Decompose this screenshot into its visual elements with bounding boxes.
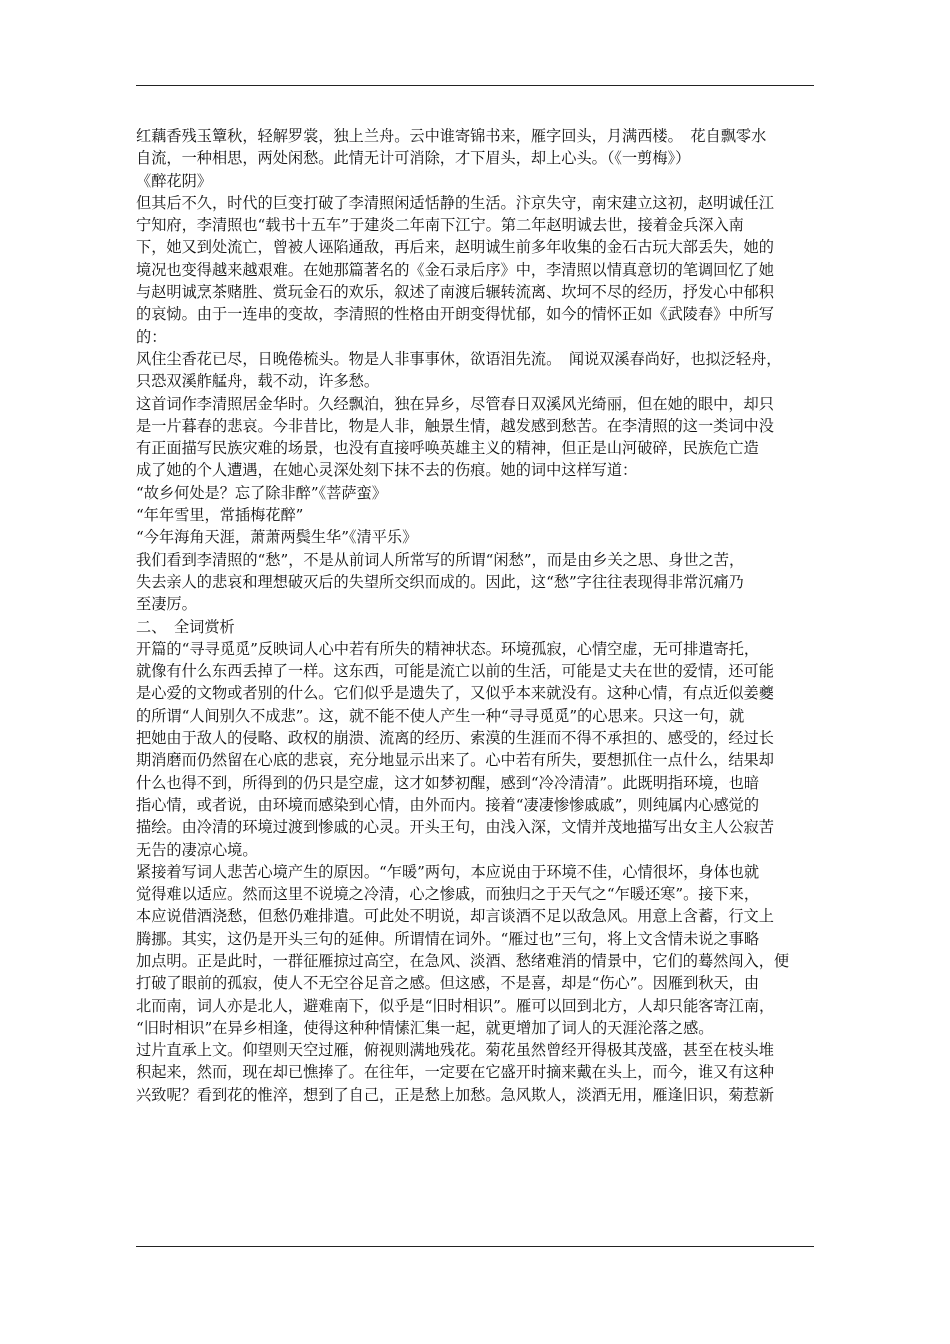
text-line: 红藕香残玉簟秋，轻解罗裳，独上兰舟。云中谁寄锦书来，雁字回头，月满西楼。 花自飘零水 [136,127,767,145]
text-line: 风住尘香花已尽，日晚倦梳头。物是人非事事休，欲语泪先流。 闻说双溪春尚好，也拟泛轻舟， [136,349,782,368]
text-line: 描绘。由冷清的环境过渡到惨戚的心灵。开头王句，由浅入深，文情并茂地描写出女主人公寂苦 [136,818,774,837]
text-line: 把她由于敌人的侵略、政权的崩溃、流离的经历、索漠的生涯而不得不承担的、感受的，经过长 [136,729,774,748]
text-line: 这首词作李清照居金华时。久经飘泊，独在异乡，尽管春日双溪风光绮丽，但在她的眼中，却只 [136,394,774,413]
text-line [136,1106,826,1128]
text-line: 境况也变得越来越艰难。在她那篇著名的《金石录后序》中，李清照以情真意切的笔调回忆了她 [136,260,774,279]
document-body [136,125,826,1128]
text-line: 的所谓“人间别久不成悲”。这，就不能不使人产生一种“寻寻觅觅”的心思来。只这一句，就 [136,706,745,725]
text-line: 打破了眼前的孤寂，使人不无空谷足音之感。但这感，不是喜，却是“伤心”。因雁到秋天，由 [136,974,760,993]
text-line: 的哀恸。由于一连串的变故，李清照的性格由开朗变得忧郁，如今的情怀正如《武陵春》中所写 [136,305,774,324]
text-line: 开篇的“寻寻觅觅”反映词人心中若有所失的精神状态。环境孤寂，心情空虚，无可排遣寄托， [136,639,760,658]
text-line: 有正面描写民族灾难的场景，也没有直接呼唤英雄主义的精神，但正是山河破碎，民族危亡造 [136,439,759,458]
text-line: 腾挪。其实，这仍是开头三句的延伸。所谓情在词外。“雁过也”三句，将上文含情未说之事略 [136,929,760,948]
text-line: “旧时相识”在异乡相逢，使得这种种情愫汇集一起，就更增加了词人的天涯沦落之感。 [136,1018,714,1037]
text-line: 加点明。正是此时，一群征雁掠过高空，在急风、淡酒、愁绪难消的情景中，它们的蓦然闯入，便 [136,951,790,970]
text-line: 觉得难以适应。然而这里不说境之冷清，心之惨戚，而独归之于天气之“乍暖还寒”。接下来， [136,885,760,904]
section-heading: 二、 全词赏析 [136,617,235,636]
text-line: 是一片暮春的悲哀。今非昔比，物是人非，触景生情，越发感到愁苦。在李清照的这一类词中没 [136,416,774,435]
text-line: 指心情，或者说，由环境而感染到心情，由外而内。接着“凄凄惨惨戚戚”，则纯属内心感觉的 [136,795,760,814]
text-line: 过片直承上文。仰望则天空过雁，俯视则满地残花。菊花虽然曾经开得极其茂盛，甚至在枝头堆 [136,1041,774,1060]
text-line: 下，她又到处流亡，曾被人诬陷通敌，再后来，赵明诚生前多年收集的金石古玩大部丢失，她的 [136,238,774,257]
text-line: 积起来，然而，现在却已憔捧了。在往年，一定要在它盛开时摘来戴在头上，而今，谁又有这种 [136,1063,774,1082]
text-line: “今年海角天涯，萧萧两鬓生华”《清平乐》 [136,528,418,547]
header-rule [136,85,814,86]
footer-rule [136,1246,814,1247]
text-line: “年年雪里，常插梅花醉” [136,506,304,525]
text-line: 北而南，词人亦是北人，避难南下，似乎是“旧时相识”。雁可以回到北方，人却只能客寄江南， [136,996,775,1015]
text-line: 与赵明诚烹茶赌胜、赏玩金石的欢乐，叙述了南渡后辗转流离、坎坷不尽的经历，抒发心中郁积 [136,283,774,302]
text-line: 宁知府，李清照也“载书十五车”于建炎二年南下江宁。第二年赵明诚去世，接着金兵深入南 [136,216,744,235]
text-line: 兴致呢？看到花的惟淬，想到了自己，正是愁上加愁。急风欺人，淡酒无用，雁逢旧识，菊惹新 [136,1085,774,1104]
text-line: 失去亲人的悲哀和理想破灭后的失望所交织而成的。因此，这“愁”字往往表现得非常沉痛乃 [136,572,744,591]
text-line: 《醉花阴》 [136,171,212,190]
text-line: 期消磨而仍然留在心底的悲哀，充分地显示出来了。心中若有所失，要想抓住一点什么，结果却 [136,751,774,770]
text-line: 紧接着写词人悲苦心境产生的原因。“乍暖”两句，本应说由于环境不佳，心情很坏，身体也就 [136,862,760,881]
text-line: 成了她的个人遭遇，在她心灵深处刻下抹不去的伤痕。她的词中这样写道： [136,461,638,480]
text-line: 但其后不久，时代的巨变打破了李清照闲适恬静的生活。汴京失守，南宋建立这初，赵明诚任江 [136,193,774,212]
text-line: 是心爱的文物或者别的什么。它们似乎是遗失了，又似乎本来就没有。这种心情，有点近似姜夔 [136,684,774,703]
text-line: 我们看到李清照的“愁”，不是从前词人所常写的所谓“闲愁”，而是由乡关之思、身世之苦， [136,550,745,569]
text-line: 的： [136,327,167,346]
text-line: 就像有什么东西丢掉了一样。这东西，可能是流亡以前的生活，可能是丈夫在世的爱情，还可能 [136,662,774,681]
text-line: 无告的凄凉心境。 [136,840,258,859]
text-line: “故乡何处是？忘了除非醉”《菩萨蛮》 [136,483,387,502]
text-line: 只恐双溪舴艋舟，载不动，许多愁。 [136,372,379,391]
text-line: 自流，一种相思，两处闲愁。此情无计可消除，才下眉头，却上心头。（《一剪梅》） [136,149,691,168]
text-line: 本应说借酒浇愁，但愁仍难排遣。可此处不明说，却言谈酒不足以敌急风。用意上含蓄，行文上 [136,907,774,926]
text-line: 什么也得不到，所得到的仍只是空虚，这才如梦初醒，感到“冷冷清清”。此既明指环境，也暗 [136,773,760,792]
text-line: 至凄厉。 [136,595,197,614]
